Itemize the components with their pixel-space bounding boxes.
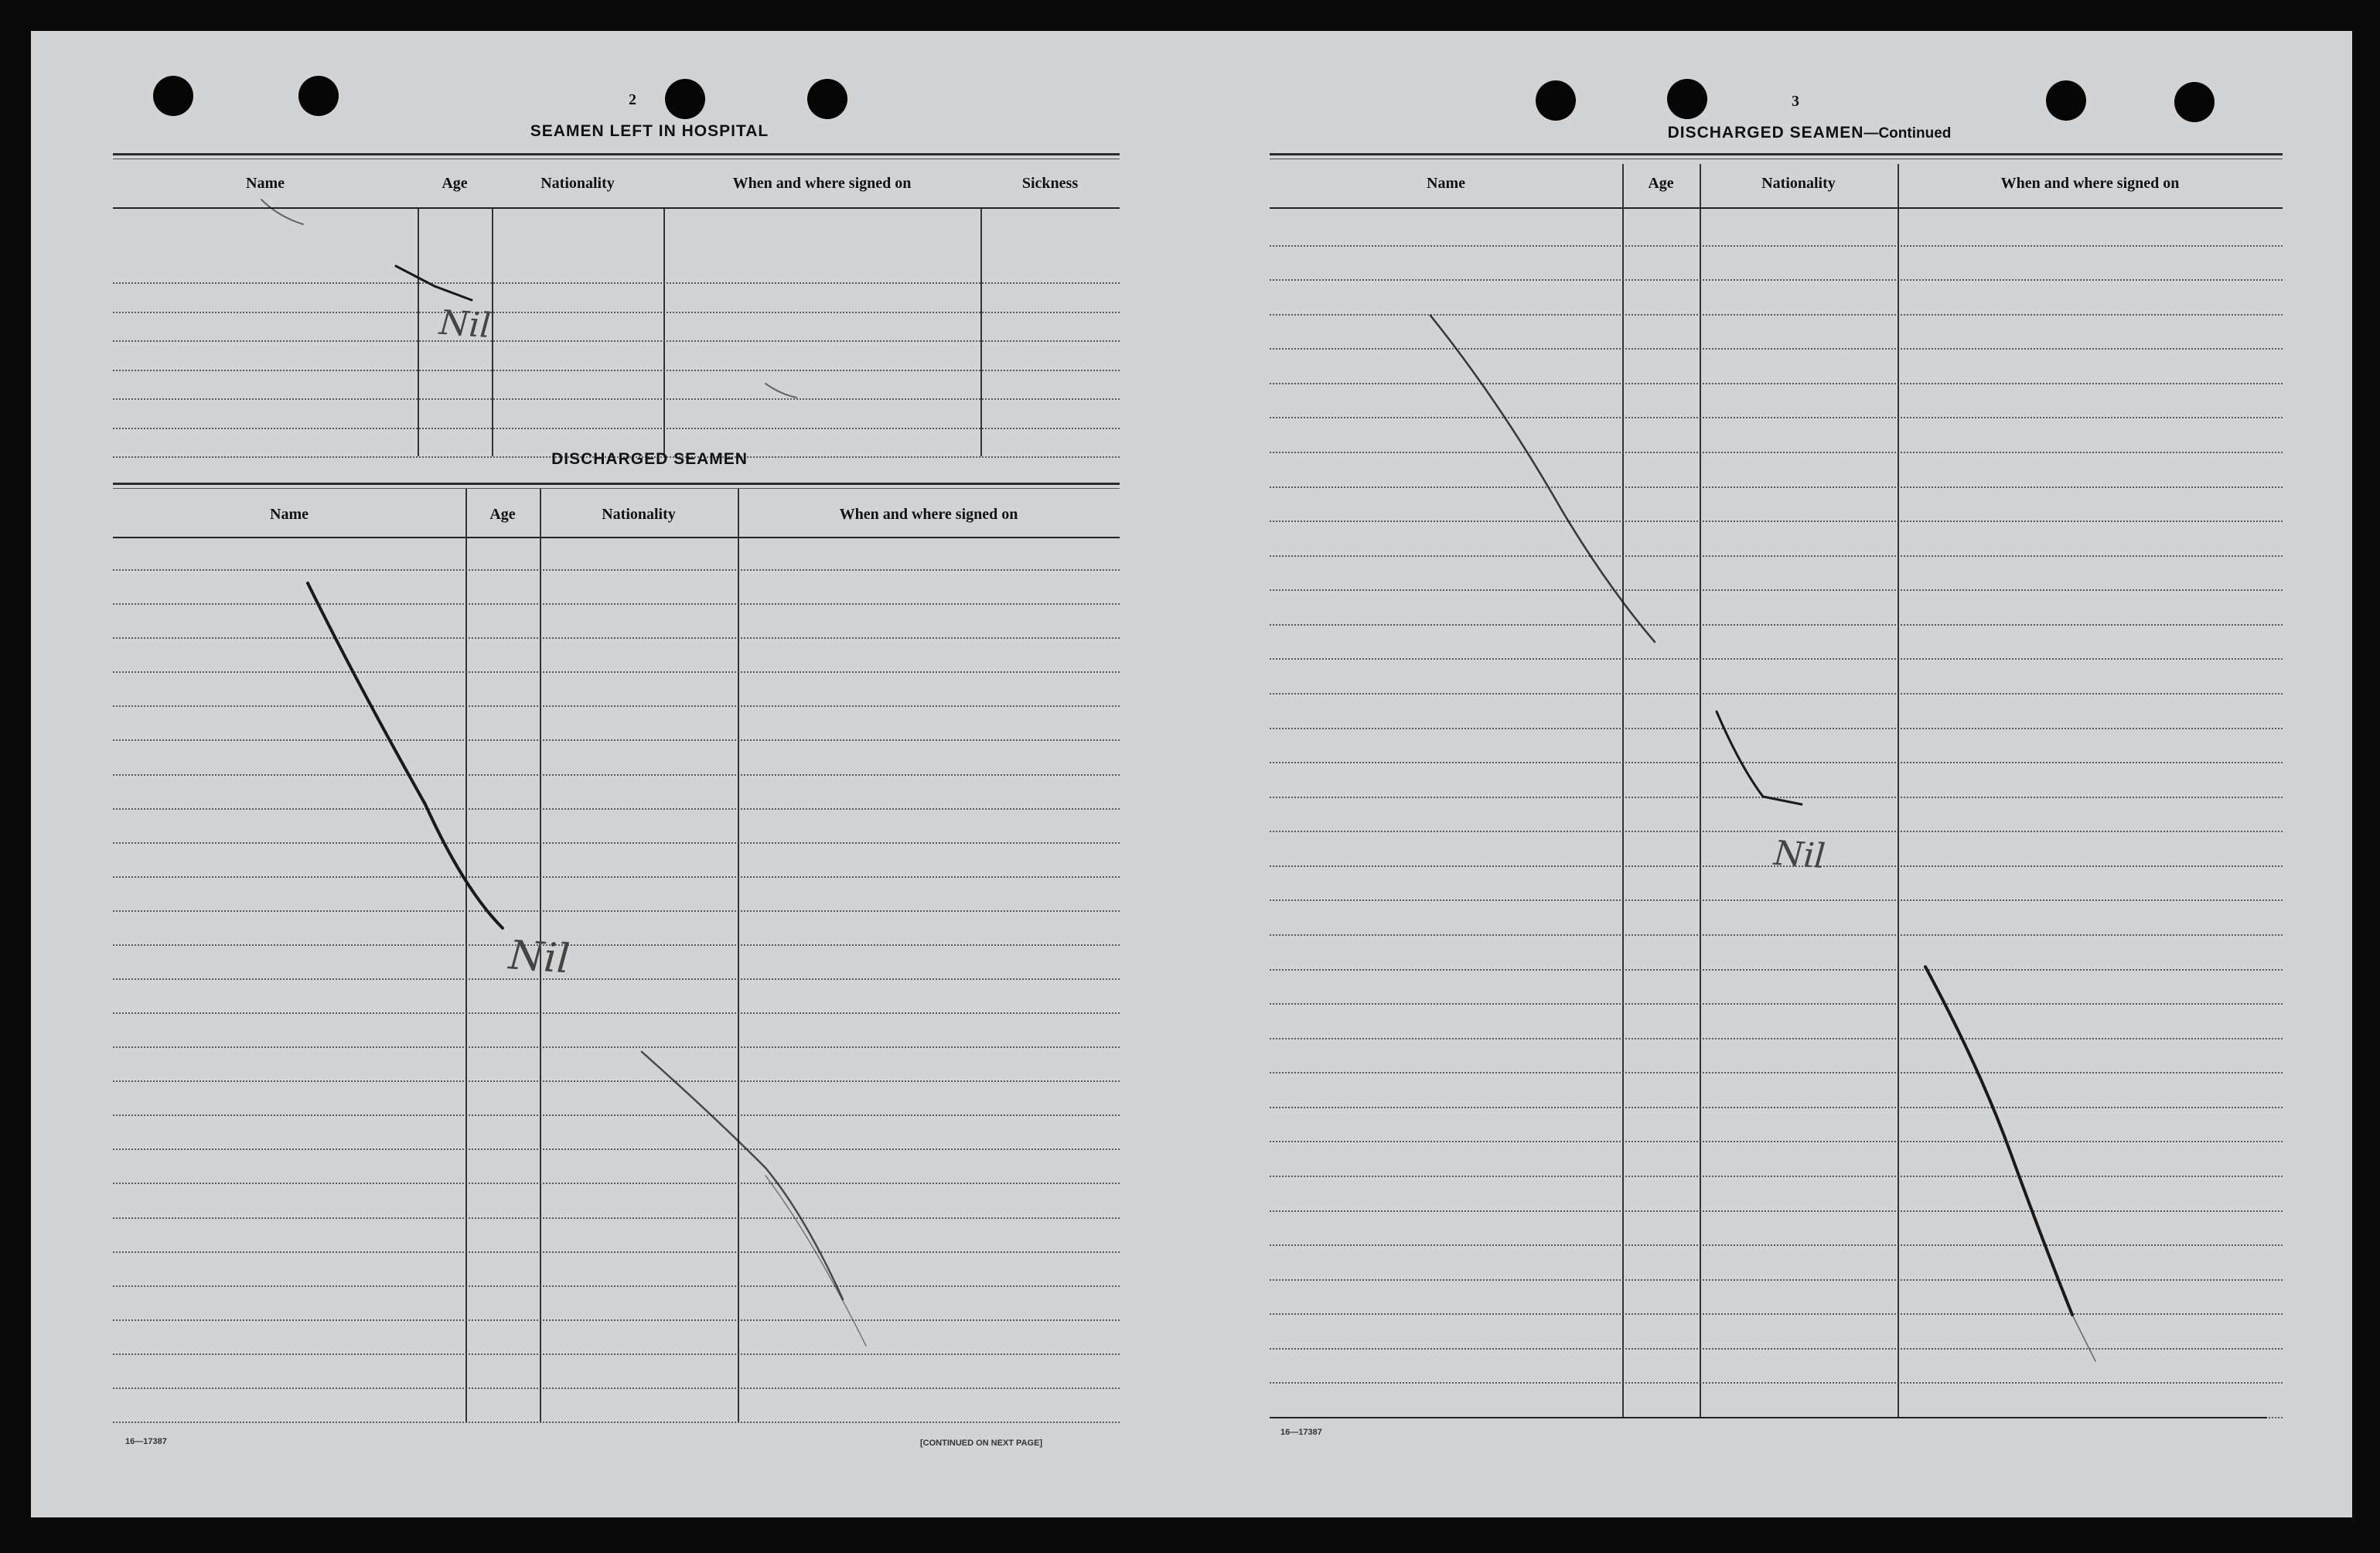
column-header-signed-on: When and where signed on (732, 175, 912, 192)
column-header-nationality: Nationality (540, 175, 615, 192)
handwritten-nil: Nil (1772, 833, 1827, 877)
handwritten-nil: Nil (507, 932, 571, 983)
hospital-section-title: SEAMEN LEFT IN HOSPITAL (530, 122, 769, 140)
column-header-age: Age (1648, 175, 1674, 192)
right-page-number: 3 (1792, 93, 1799, 110)
column-header-nationality: Nationality (602, 506, 676, 523)
form-number: 16—17387 (125, 1437, 167, 1446)
column-header-name: Name (270, 506, 309, 523)
pen-stroke (1925, 967, 2072, 1315)
handwritten-nil: Nil (438, 302, 493, 346)
ledger-sheet (31, 31, 2352, 1517)
pen-stroke (396, 266, 472, 300)
column-header-name: Name (246, 175, 285, 192)
pen-stroke (765, 1176, 866, 1346)
pen-stroke (1430, 316, 1655, 642)
pen-stroke (642, 1052, 843, 1299)
discharged-section-title: DISCHARGED SEAMEN (551, 450, 748, 468)
column-header-age: Age (489, 506, 516, 523)
pen-stroke (2072, 1315, 2095, 1361)
handwritten-strokes (31, 31, 2352, 1517)
pen-stroke (261, 200, 303, 224)
column-header-age: Age (442, 175, 468, 192)
form-number: 16—17387 (1280, 1428, 1322, 1437)
pen-stroke (765, 384, 796, 398)
column-header-nationality: Nationality (1761, 175, 1836, 192)
column-header-sickness: Sickness (1021, 175, 1079, 192)
discharged-continued-title-text: DISCHARGED SEAMEN (1667, 124, 1864, 142)
column-header-signed-on: When and where signed on (839, 506, 1018, 523)
pen-stroke (308, 583, 503, 928)
column-header-name: Name (1427, 175, 1465, 192)
continued-note: [CONTINUED ON NEXT PAGE] (920, 1439, 1043, 1448)
left-page-number: 2 (629, 91, 636, 108)
continued-suffix: —Continued (1863, 125, 1952, 142)
column-header-signed-on: When and where signed on (2000, 175, 2180, 192)
pen-stroke (1717, 712, 1802, 804)
